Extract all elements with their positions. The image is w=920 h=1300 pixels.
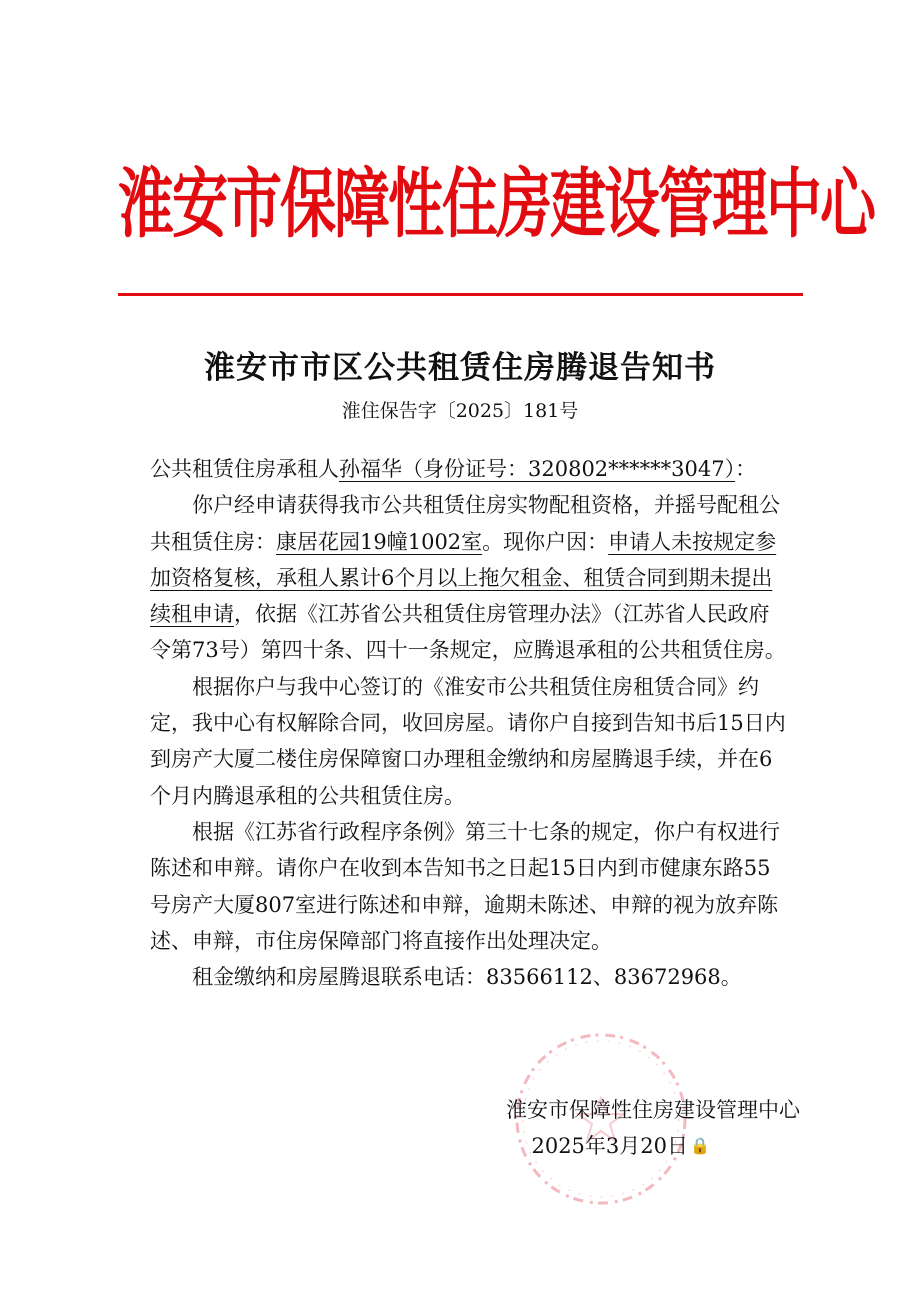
paragraph-contact: 租金缴纳和房屋腾退联系电话：83566112、83672968。 (192, 965, 742, 990)
addressee-prefix: 公共租赁住房承租人 (150, 457, 339, 481)
document-number: 淮住保告字〔2025〕181号 (341, 400, 579, 422)
eviction-reason: 申请人未按规定参加资格复核，承租人累计6个月以上拖欠租金、租赁合同到期未提出续租申请 (150, 529, 777, 627)
paragraph-reason (150, 487, 790, 668)
paragraph-appeal: 根据《江苏省行政程序条例》第三十七条的规定，你户有权进行陈述和申辩。请你户在收到本告知书之日起15日内到市健康东路55号房产大厦807室进行陈述和申辩，逾期未陈述、申辩的视为放弃陈述、申辩，市住房保障部门将直接作出处理决定。 (150, 819, 780, 953)
addressee-line (150, 451, 790, 487)
notice-body (150, 451, 790, 995)
lock-icon: 🔒 (690, 1136, 710, 1155)
masthead-red-rule (118, 293, 803, 296)
signature-organization: 淮安市保障性住房建设管理中心 (506, 1098, 800, 1122)
paragraph-reason-a: 你户经申请获得我市公共租赁住房实物配租资格，并摇号配租公共租赁住房： (150, 493, 780, 554)
paragraph-reason-b: 。现你户因： (482, 529, 609, 554)
addressee-suffix: ： (735, 457, 757, 481)
paragraph-contract: 根据你户与我中心签订的《淮安市公共租赁住房租赁合同》约定，我中心有权解除合同，收回房屋。请你户自接到告知书后15日内到房产大厦二楼住房保障窗口办理租金缴纳和房屋腾退手续，并在6个月内腾退承租的公共租赁住房。 (150, 674, 786, 808)
paragraph-reason-c: ，依据《江苏省公共租赁住房管理办法》（江苏省人民政府令第73号）第四十条、四十一条规定，应腾退承租的公共租赁住房。 (150, 602, 786, 663)
housing-address: 康居花园19幢1002室 (276, 529, 483, 554)
tenant-name-id: 孙福华（身份证号：320802******3047） (339, 457, 736, 481)
notice-title: 淮安市市区公共租赁住房腾退告知书 (204, 350, 716, 386)
masthead-title: 淮安市保障性住房建设管理中心 (118, 161, 874, 249)
signature-date: 2025年3月20日 (531, 1134, 688, 1158)
